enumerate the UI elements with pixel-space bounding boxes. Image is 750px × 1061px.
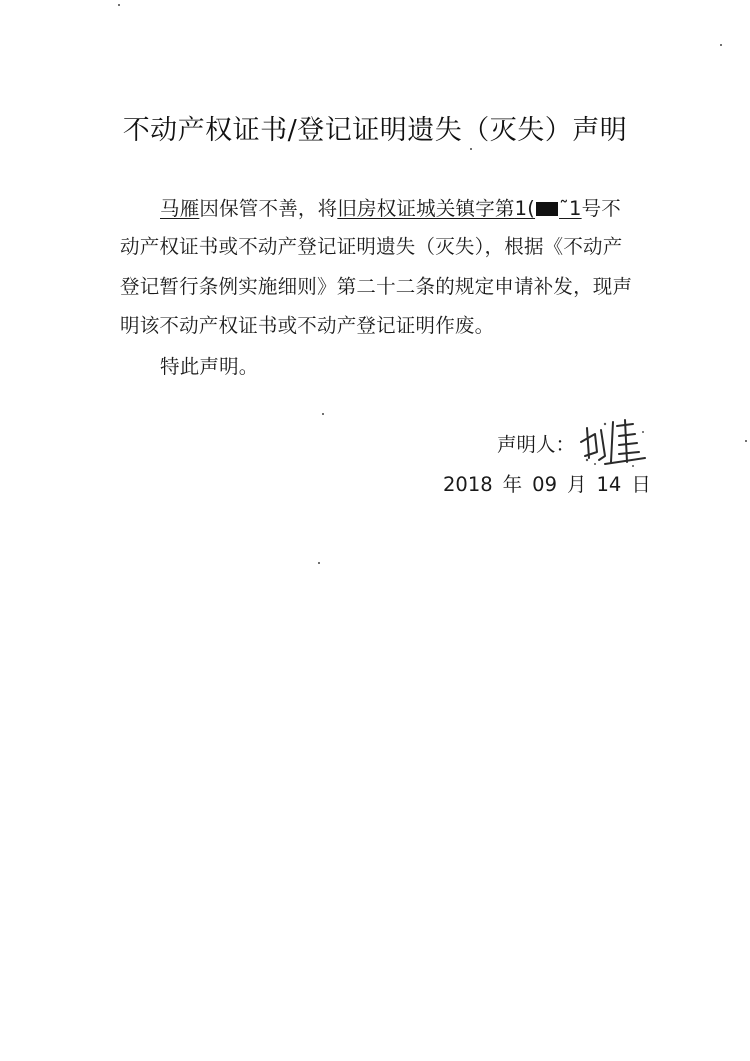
paragraph-line-4: 明该不动产权证书或不动产登记证明作废。	[120, 314, 495, 337]
scan-speck	[118, 4, 120, 6]
scan-speck	[470, 148, 472, 150]
date-month-unit: 月	[566, 473, 587, 496]
declaration-date	[443, 469, 651, 497]
date-month: 09	[532, 473, 557, 496]
scan-speck	[720, 44, 722, 46]
paragraph-line-3: 登记暂行条例实施细则》第二十二条的规定申请补发，现声	[120, 275, 633, 298]
date-day: 14	[596, 473, 622, 496]
certificate-number-start: 1(	[514, 197, 536, 220]
paragraph-line-1	[160, 193, 621, 221]
declarant-row	[497, 429, 575, 457]
paragraph-text: 号不	[581, 197, 622, 220]
paragraph-line-2: 动产权证书或不动产登记证明遗失（灭失），根据《不动产	[120, 235, 623, 258]
redaction-block	[536, 202, 558, 216]
scan-speck	[745, 440, 747, 442]
certificate-number-end: ˜1	[559, 197, 582, 220]
date-year-unit: 年	[502, 473, 523, 496]
declarant-label: 声明人：	[497, 433, 576, 456]
scan-speck	[322, 413, 324, 415]
certificate-prefix: 旧房权证城关镇字第	[337, 197, 515, 220]
declarant-name: 马雁	[160, 197, 200, 220]
handwritten-signature	[575, 412, 655, 470]
closing-statement: 特此声明。	[160, 355, 259, 378]
scan-speck	[318, 562, 320, 564]
certificate-number	[337, 197, 581, 220]
document-title: 不动产权证书/登记证明遗失（灭失）声明	[122, 115, 628, 146]
paragraph-text: 因保管不善，将	[199, 197, 338, 220]
date-year: 2018	[443, 473, 493, 496]
date-day-unit: 日	[631, 473, 651, 496]
